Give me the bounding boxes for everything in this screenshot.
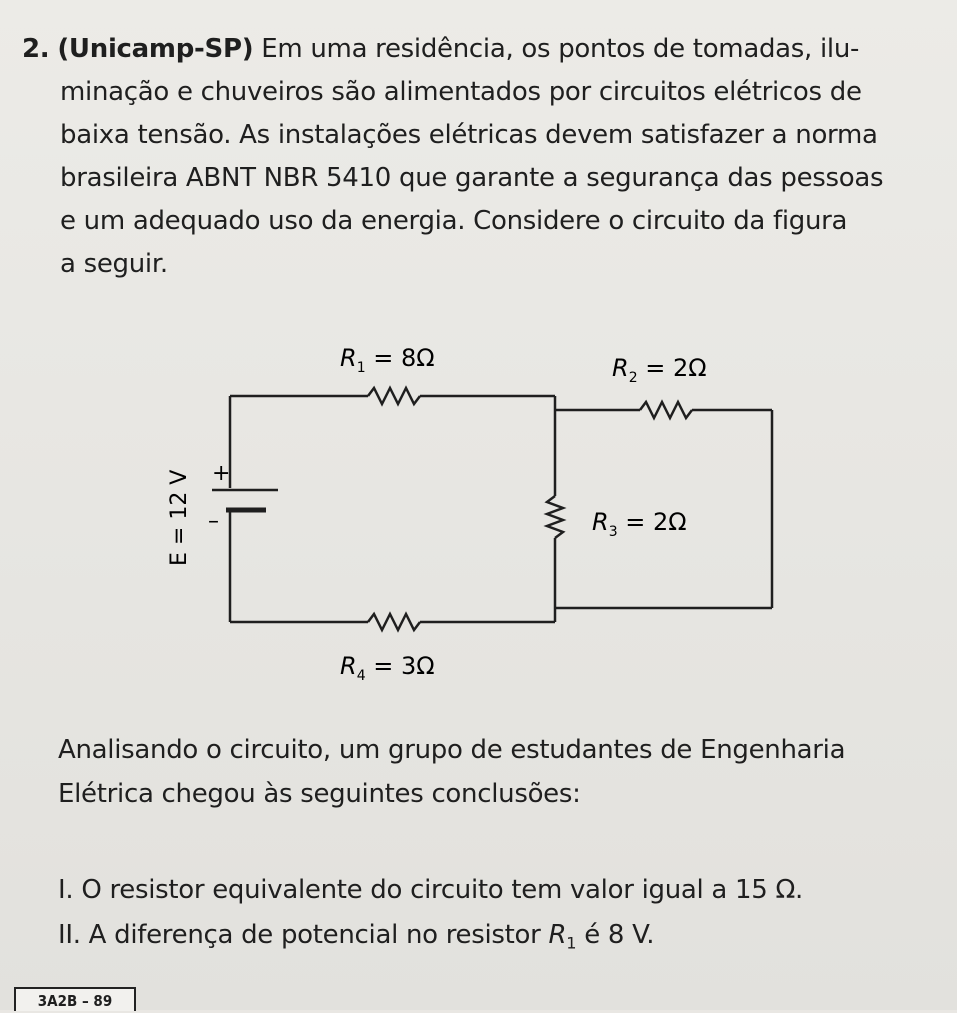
label-r3-symbol: R xyxy=(592,508,609,536)
conclusion-ii-number: II. xyxy=(58,920,81,950)
label-r4-value: = 3Ω xyxy=(365,652,435,680)
label-r1-value: = 8Ω xyxy=(365,344,435,372)
label-r3-value: = 2Ω xyxy=(617,508,687,536)
conclusions-list xyxy=(58,868,938,966)
label-r2-value: = 2Ω xyxy=(637,354,707,382)
battery-plus-sign: + xyxy=(212,461,231,486)
question-line-text: Em uma residência, os pontos de tomadas, ilu- xyxy=(261,34,860,64)
analysis-line-1: Analisando o circuito, um grupo de estudantes de Engenharia xyxy=(58,735,846,765)
resistor-r4 xyxy=(368,614,420,630)
question-text xyxy=(22,28,932,286)
conclusion-i-text: O resistor equivalente do circuito tem valor igual a 15 Ω. xyxy=(81,875,803,905)
label-r1 xyxy=(340,344,435,376)
resistor-r3 xyxy=(547,496,563,538)
resistor-r2 xyxy=(640,402,692,418)
question-source: (Unicamp-SP) xyxy=(57,34,254,64)
question-line-2: minação e chuveiros são alimentados por circuitos elétricos de xyxy=(60,77,862,107)
label-r3 xyxy=(592,508,687,540)
label-r2 xyxy=(612,354,707,386)
conclusion-ii-sub: 1 xyxy=(566,933,577,953)
label-r2-symbol: R xyxy=(612,354,629,382)
label-r3-sub: 3 xyxy=(608,524,618,540)
analysis-line-2: Elétrica chegou às seguintes conclusões: xyxy=(58,779,581,809)
label-r1-sub: 1 xyxy=(356,360,366,376)
question-line-6: a seguir. xyxy=(60,249,168,279)
label-r1-symbol: R xyxy=(340,344,357,372)
battery-minus-sign: – xyxy=(208,509,219,534)
label-r4 xyxy=(340,652,435,684)
resistor-r1 xyxy=(368,388,420,404)
question-line-4: brasileira ABNT NBR 5410 que garante a segurança das pessoas xyxy=(60,163,884,193)
conclusion-i xyxy=(58,868,938,913)
question-line-3: baixa tensão. As instalações elétricas devem satisfazer a norma xyxy=(60,120,878,150)
conclusion-ii xyxy=(58,913,938,966)
conclusion-i-number: I. xyxy=(58,875,74,905)
label-r4-sub: 4 xyxy=(356,668,366,684)
label-r4-symbol: R xyxy=(340,652,357,680)
conclusion-ii-symbol: R xyxy=(548,920,567,950)
label-r2-sub: 2 xyxy=(628,370,638,386)
question-number: 2. xyxy=(22,34,50,64)
question-line-1 xyxy=(22,28,932,71)
conclusion-ii-text-b: é 8 V. xyxy=(576,920,655,950)
conclusion-ii-text-a: A diferença de potencial no resistor xyxy=(88,920,549,950)
battery-label: E = 12 V xyxy=(167,469,192,566)
question-line-5: e um adequado uso da energia. Considere o circuito da figura xyxy=(60,206,848,236)
page-code-label: 3A2B – 89 xyxy=(14,987,136,1011)
circuit-diagram xyxy=(150,330,790,710)
analysis-text xyxy=(58,728,938,816)
